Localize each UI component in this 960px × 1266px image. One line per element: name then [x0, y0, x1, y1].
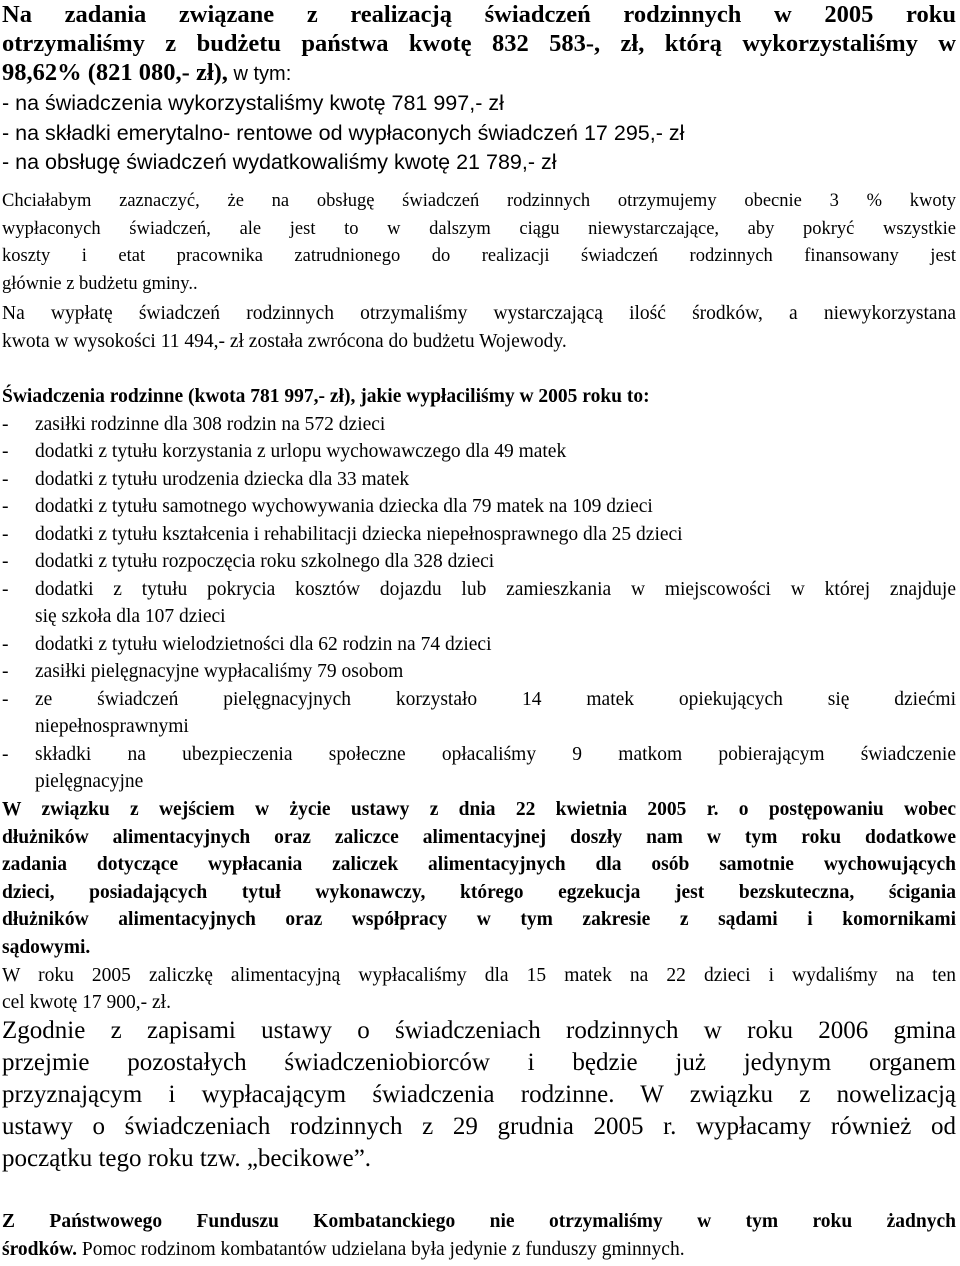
- list-item-text: składki na ubezpieczenia społeczne opłacaliśmy 9 matkom pobierającym świadczenie: [35, 743, 956, 765]
- list-item-text: się szkoła dla 107 dzieci: [35, 606, 226, 627]
- alimony-bold-line: zadania dotyczące wypłacania zaliczek alimentacyjnych dla osób samotnie wychowujących: [2, 854, 956, 876]
- intro-section: [2, 0, 956, 178]
- veterans-bold-start: środków.: [2, 1238, 77, 1260]
- alimony-bold-line: dłużników alimentacyjnych oraz zaliczce alimentacyjnej doszły nam w tym roku dodatkowe: [2, 826, 956, 848]
- list-dash: -: [2, 523, 9, 545]
- veterans-bold-line: Z Państwowego Funduszu Kombatanckiego nie otrzymaliśmy w tym roku żadnych: [2, 1211, 956, 1232]
- list-item-text: niepełnosprawnymi: [35, 716, 189, 737]
- note-line: Chciałabym zaznaczyć, że na obsługę świadczeń rodzinnych otrzymujemy obecnie 3 % kwoty: [2, 191, 956, 211]
- list-dash: -: [2, 661, 9, 682]
- future-line: początku tego roku tzw. „becikowe”.: [2, 1145, 372, 1172]
- payout-paragraph: [2, 300, 956, 355]
- alimony-line: cel kwotę 17 900,- zł.: [2, 992, 171, 1014]
- list-dash: -: [2, 468, 9, 490]
- list-item-text: zasiłki rodzinne dla 308 rodzin na 572 dzieci: [35, 413, 386, 435]
- benefits-section: [2, 383, 956, 796]
- list-dash: -: [2, 413, 9, 435]
- list-item: [2, 686, 956, 741]
- list-dash: -: [2, 496, 9, 517]
- list-item-text: pielęgnacyjne: [35, 771, 144, 792]
- alimony-bold-line: sądowymi.: [2, 936, 91, 958]
- list-item-text: zasiłki pielęgnacyjne wypłacaliśmy 79 osobom: [35, 661, 404, 682]
- alimony-line: W roku 2005 zaliczkę alimentacyjną wypłacaliśmy dla 15 matek na 22 dzieci i wydaliśmy na ten: [2, 964, 956, 986]
- list-dash: -: [2, 633, 9, 655]
- list-item: - na obsługę świadczeń wydatkowaliśmy kwotę 21 789,- zł: [2, 150, 557, 174]
- future-line: przyznającym i wypłacającym świadczenia rodzinne. W związku z nowelizacją: [2, 1081, 956, 1108]
- list-item: [2, 521, 956, 549]
- list-item-text: dodatki z tytułu pokrycia kosztów dojazdu lub zamieszkania w miejscowości w której znajduje: [35, 578, 956, 600]
- future-paragraph: [2, 1015, 956, 1175]
- payout-line: Na wypłatę świadczeń rodzinnych otrzymaliśmy wystarczającą ilość środków, a niewykorzystana: [2, 303, 956, 324]
- future-line: Zgodnie z zapisami ustawy o świadczeniach rodzinnych w roku 2006 gmina: [2, 1017, 956, 1044]
- payout-line: kwota w wysokości 11 494,- zł została zwrócona do budżetu Wojewody.: [2, 330, 567, 352]
- list-dash: -: [2, 743, 9, 765]
- list-item: [2, 576, 956, 631]
- alimony-section: [2, 796, 956, 1017]
- list-item: [2, 493, 956, 521]
- list-dash: -: [2, 441, 9, 462]
- list-item: [2, 658, 956, 686]
- list-item-text: ze świadczeń pielęgnacyjnych korzystało 14 matek opiekujących się dziećmi: [35, 688, 956, 710]
- veterans-paragraph: [2, 1208, 956, 1263]
- note-line: koszty i etat pracownika zatrudnionego do realizacji świadczeń rodzinnych finansowany jest: [2, 246, 956, 267]
- veterans-rest: Pomoc rodzinom kombatantów udzielana była jedynie z funduszy gminnych.: [76, 1238, 685, 1260]
- list-item-text: dodatki z tytułu kształcenia i rehabilitacji dziecka niepełnosprawnego dla 25 dzieci: [35, 523, 683, 545]
- intro-amount: 98,62% (821 080,- zł),: [2, 59, 228, 86]
- list-dash: -: [2, 578, 9, 600]
- list-item: [2, 411, 956, 439]
- list-item-text: dodatki z tytułu rozpoczęcia roku szkolnego dla 328 dzieci: [35, 551, 495, 572]
- list-item: [2, 466, 956, 494]
- intro-line: otrzymaliśmy z budżetu państwa kwotę 832 583-, zł, którą wykorzystaliśmy w: [2, 30, 956, 57]
- alimony-bold-line: W związku z wejściem w życie ustawy z dnia 22 kwietnia 2005 r. o postępowaniu wobec: [2, 799, 956, 820]
- intro-bullet-list: [2, 89, 956, 178]
- list-dash: -: [2, 688, 9, 710]
- note-paragraph: [2, 188, 956, 298]
- list-item: [2, 548, 956, 576]
- list-item-text: dodatki z tytułu wielodzietności dla 62 rodzin na 74 dzieci: [35, 633, 492, 655]
- list-dash: -: [2, 551, 9, 572]
- note-line: wypłaconych świadczeń, ale jest to w dalszym ciągu niewystarczające, aby pokryć wszystkie: [2, 218, 956, 239]
- future-line: przejmie pozostałych świadczeniobiorców i będzie już jedynym organem: [2, 1049, 956, 1076]
- benefits-heading: Świadczenia rodzinne (kwota 781 997,- zł), jakie wypłaciliśmy w 2005 roku to:: [2, 386, 650, 407]
- list-item: - na świadczenia wykorzystaliśmy kwotę 781 997,- zł: [2, 91, 504, 115]
- list-item: [2, 631, 956, 659]
- note-line: głównie z budżetu gminy..: [2, 273, 198, 294]
- list-item: [2, 438, 956, 466]
- veterans-line: [2, 1236, 956, 1264]
- list-item-text: dodatki z tytułu korzystania z urlopu wychowawczego dla 49 matek: [35, 441, 567, 462]
- intro-line: Na zadania związane z realizacją świadczeń rodzinnych w 2005 roku: [2, 1, 956, 28]
- alimony-bold-line: dłużników alimentacyjnych oraz współpracy w tym zakresie z sądami i komornikami: [2, 909, 956, 931]
- list-item-text: dodatki z tytułu urodzenia dziecka dla 33 matek: [35, 468, 410, 490]
- intro-line: [2, 58, 956, 89]
- list-item: [2, 741, 956, 796]
- alimony-bold-line: dzieci, posiadających tytuł wykonawczy, którego egzekucja jest bezskuteczna, ścigania: [2, 881, 956, 903]
- list-item-text: dodatki z tytułu samotnego wychowywania dziecka dla 79 matek na 109 dzieci: [35, 496, 653, 517]
- list-item: - na składki emerytalno- rentowe od wypłaconych świadczeń 17 295,- zł: [2, 120, 685, 145]
- future-line: ustawy o świadczeniach rodzinnych z 29 grudnia 2005 r. wypłacamy również od: [2, 1113, 956, 1140]
- intro-amount-suffix: w tym:: [227, 63, 292, 85]
